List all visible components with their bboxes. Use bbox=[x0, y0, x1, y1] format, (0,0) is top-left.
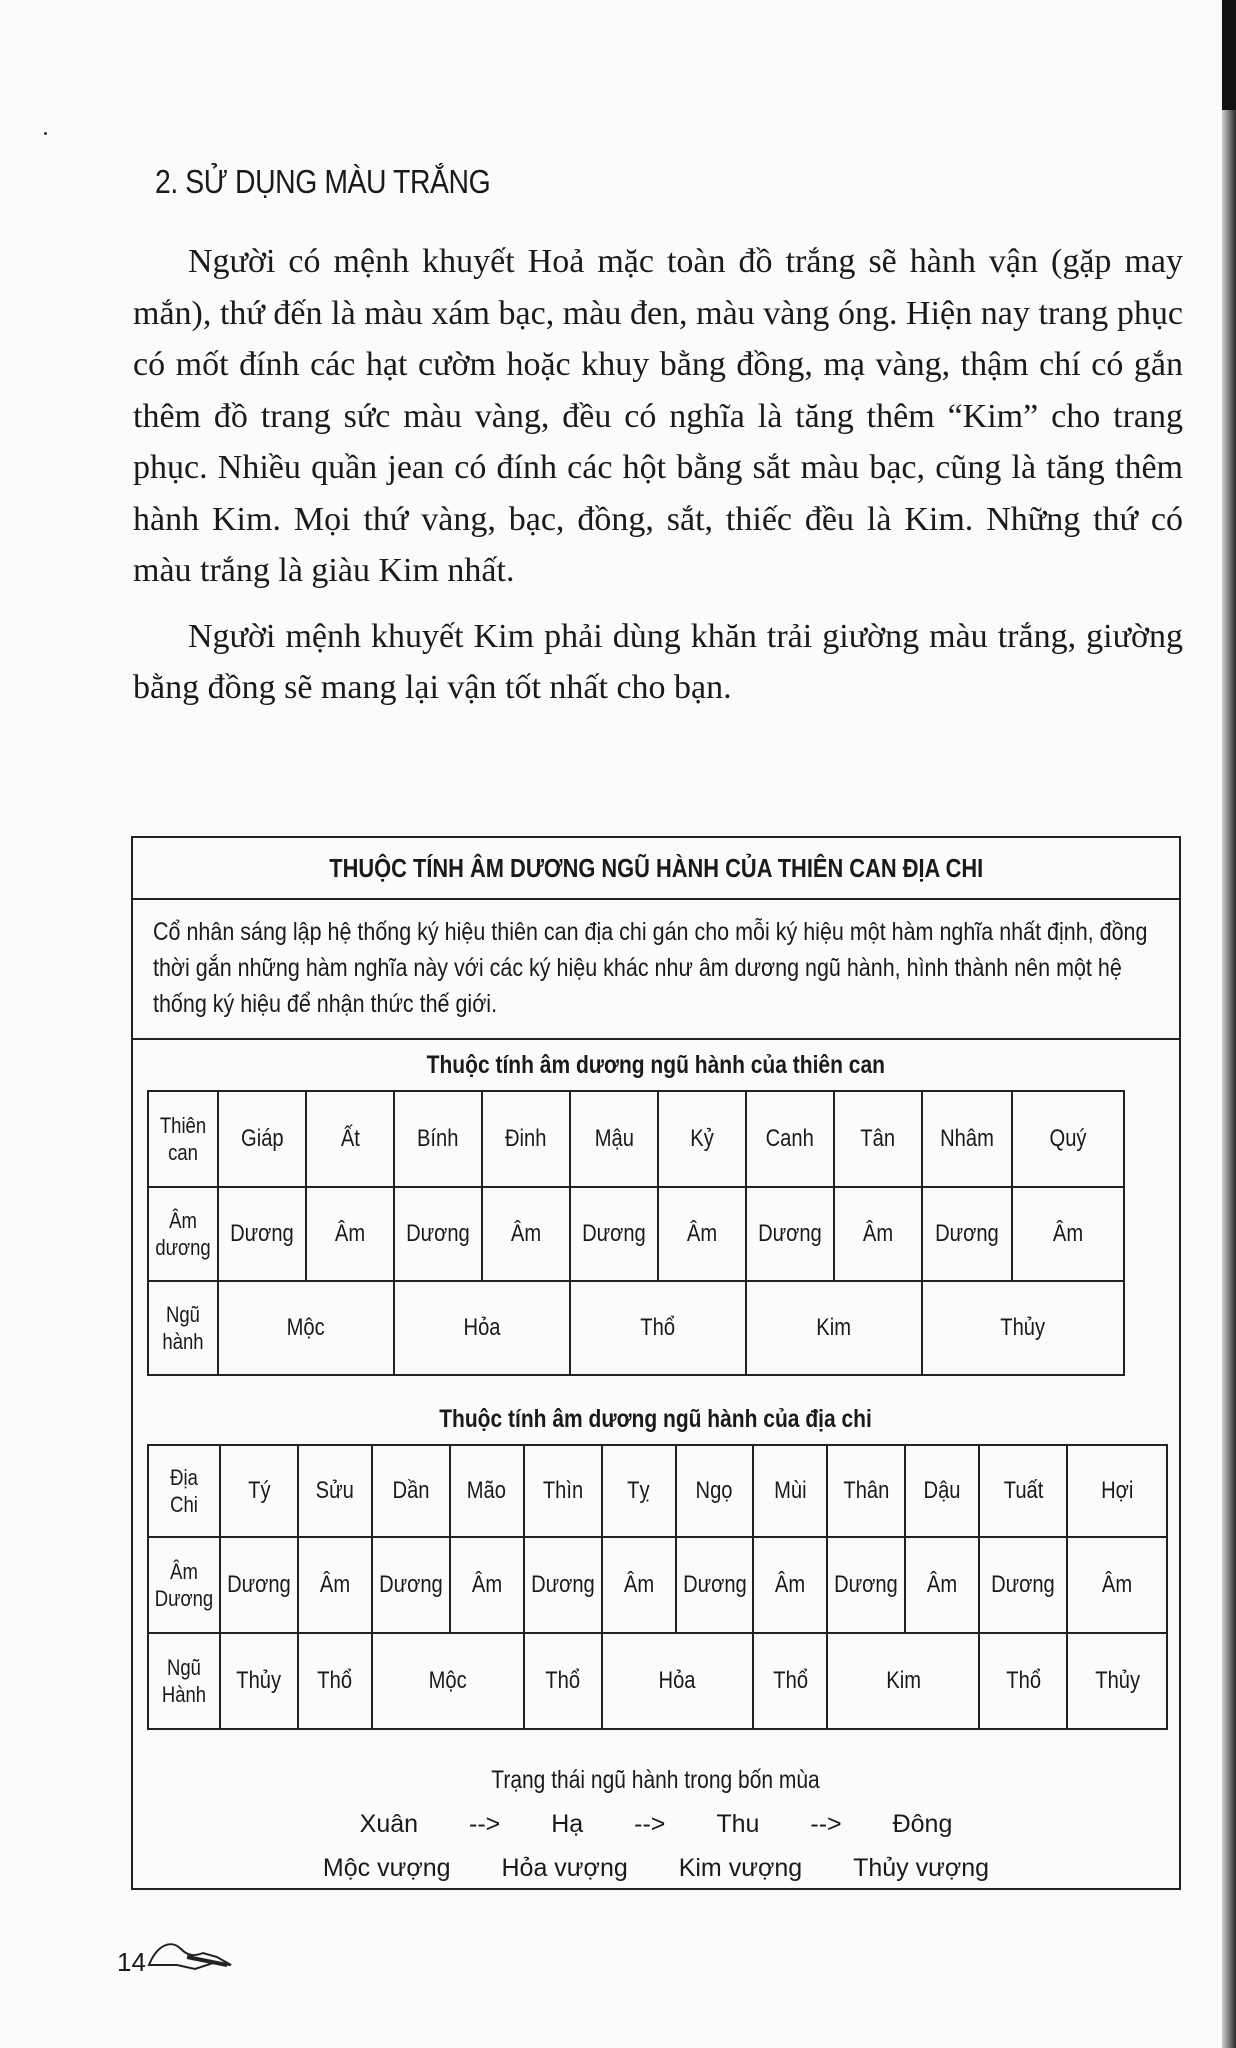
page-edge bbox=[1222, 0, 1236, 2048]
thien-can-table bbox=[147, 1090, 1125, 1376]
yinyang-cell: Dương bbox=[394, 1187, 482, 1281]
yinyang-cell: Âm bbox=[834, 1187, 922, 1281]
element-cell: Kim bbox=[746, 1281, 922, 1375]
element-cell: Thổ bbox=[298, 1633, 372, 1729]
row-header: Âm Dương bbox=[148, 1537, 220, 1633]
section-heading: 2. SỬ DỤNG MÀU TRẮNG bbox=[155, 163, 491, 200]
arrow-text: --> bbox=[810, 1810, 842, 1838]
row-header: Ngũ Hành bbox=[148, 1633, 220, 1729]
row-header: Ngũ hành bbox=[148, 1281, 218, 1375]
dia-chi-caption: Thuộc tính âm dương ngũ hành của địa chi bbox=[439, 1405, 873, 1433]
row-header: Âm dương bbox=[148, 1187, 218, 1281]
stem-cell: Tân bbox=[834, 1091, 922, 1187]
paragraph-1: Người có mệnh khuyết Hoả mặc toàn đồ trắng sẽ hành vận (gặp may mắn), thứ đến là màu xám bạc, màu đen, màu vàng óng. Hiện nay trang phục có mốt đính các hạt cườm hoặc khuy bằng đồng, mạ vàng, thậm chí có gắn thêm đồ trang sức màu vàng, đều có nghĩa là tăng thêm “Kim” cho trang phục. Nhiều quần jean có đính các hột bằng sắt màu bạc, cũng là tăng thêm hành Kim. Mọi thứ vàng, bạc, đồng, sắt, thiếc đều là Kim. Những thứ có màu trắng là giàu Kim nhất. bbox=[133, 243, 1183, 589]
branch-cell: Mão bbox=[450, 1445, 524, 1537]
yinyang-cell: Dương bbox=[218, 1187, 306, 1281]
yinyang-cell: Âm bbox=[1012, 1187, 1124, 1281]
row-header: Địa Chi bbox=[148, 1445, 220, 1537]
table-row bbox=[148, 1537, 1167, 1633]
element-cell: Hỏa bbox=[602, 1633, 754, 1729]
season-label: Thu bbox=[716, 1810, 760, 1838]
season-label: Xuân bbox=[359, 1810, 419, 1838]
element-cell: Thổ bbox=[570, 1281, 746, 1375]
stem-cell: Canh bbox=[746, 1091, 834, 1187]
stem-cell: Ất bbox=[306, 1091, 394, 1187]
branch-cell: Mùi bbox=[753, 1445, 827, 1537]
yinyang-cell: Dương bbox=[524, 1537, 602, 1633]
branch-cell: Thìn bbox=[524, 1445, 602, 1537]
yinyang-cell: Âm bbox=[658, 1187, 746, 1281]
yinyang-cell: Dương bbox=[372, 1537, 450, 1633]
stem-cell: Nhâm bbox=[922, 1091, 1012, 1187]
element-cell: Mộc bbox=[218, 1281, 394, 1375]
season-label: Đông bbox=[892, 1810, 953, 1838]
element-cell: Thổ bbox=[753, 1633, 827, 1729]
table-row bbox=[148, 1633, 1167, 1729]
branch-cell: Dần bbox=[372, 1445, 450, 1537]
yinyang-cell: Âm bbox=[306, 1187, 394, 1281]
yinyang-cell: Âm bbox=[1067, 1537, 1167, 1633]
stem-cell: Quý bbox=[1012, 1091, 1124, 1187]
state-label: Mộc vượng bbox=[322, 1854, 451, 1882]
table-row bbox=[148, 1187, 1124, 1281]
seasons-flow bbox=[133, 1802, 1179, 1846]
yinyang-cell: Dương bbox=[570, 1187, 658, 1281]
paragraph-2: Người mệnh khuyết Kim phải dùng khăn trải giường màu trắng, giường bằng đồng sẽ mang lại vận tốt nhất cho bạn. bbox=[133, 617, 1183, 706]
stem-cell: Giáp bbox=[218, 1091, 306, 1187]
yinyang-cell: Dương bbox=[922, 1187, 1012, 1281]
branch-cell: Ngọ bbox=[676, 1445, 754, 1537]
element-cell: Thủy bbox=[220, 1633, 298, 1729]
box-title-text: THUỘC TÍNH ÂM DƯƠNG NGŨ HÀNH CỦA THIÊN CAN ĐỊA CHI bbox=[329, 852, 983, 883]
box-intro-text: Cổ nhân sáng lập hệ thống ký hiệu thiên can địa chi gán cho mỗi ký hiệu một hàm nghĩa nhất định, đồng thời gắn những hàm nghĩa này với các ký hiệu khác như âm dương ngũ hành, hình thành nên một hệ thống ký hiệu để nhận thức thế giới. bbox=[153, 918, 1148, 1018]
stem-cell: Kỷ bbox=[658, 1091, 746, 1187]
season-label: Hạ bbox=[551, 1810, 584, 1838]
branch-cell: Thân bbox=[827, 1445, 905, 1537]
table-row bbox=[148, 1445, 1167, 1537]
element-cell: Hỏa bbox=[394, 1281, 570, 1375]
element-cell: Thổ bbox=[979, 1633, 1067, 1729]
yinyang-cell: Âm bbox=[602, 1537, 676, 1633]
row-header: Thiên can bbox=[148, 1091, 218, 1187]
branch-cell: Tỵ bbox=[602, 1445, 676, 1537]
state-label: Hỏa vượng bbox=[501, 1854, 628, 1882]
page-ornament-icon bbox=[147, 1935, 237, 1975]
state-label: Kim vượng bbox=[678, 1854, 803, 1882]
branch-cell: Dậu bbox=[905, 1445, 979, 1537]
arrow-text: --> bbox=[469, 1810, 501, 1838]
state-label: Thủy vượng bbox=[853, 1854, 990, 1882]
yinyang-cell: Dương bbox=[220, 1537, 298, 1633]
arrow-text: --> bbox=[634, 1810, 666, 1838]
body-text bbox=[133, 236, 1183, 728]
branch-cell: Hợi bbox=[1067, 1445, 1167, 1537]
element-cell: Mộc bbox=[372, 1633, 524, 1729]
element-cell: Kim bbox=[827, 1633, 979, 1729]
thien-can-caption: Thuộc tính âm dương ngũ hành của thiên can bbox=[426, 1051, 886, 1079]
stem-cell: Bính bbox=[394, 1091, 482, 1187]
page-number: 14 bbox=[117, 1947, 146, 1977]
yinyang-cell: Âm bbox=[905, 1537, 979, 1633]
table-row bbox=[148, 1281, 1124, 1375]
element-cell: Thổ bbox=[524, 1633, 602, 1729]
box-intro bbox=[133, 900, 1179, 1040]
element-cell: Thủy bbox=[922, 1281, 1124, 1375]
yinyang-cell: Âm bbox=[753, 1537, 827, 1633]
table-row bbox=[148, 1091, 1124, 1187]
seasons-block bbox=[133, 1758, 1179, 1890]
seasons-states bbox=[133, 1846, 1179, 1890]
yinyang-cell: Dương bbox=[746, 1187, 834, 1281]
box-title bbox=[133, 838, 1179, 900]
branch-cell: Tuất bbox=[979, 1445, 1067, 1537]
yinyang-cell: Dương bbox=[676, 1537, 754, 1633]
yinyang-cell: Âm bbox=[482, 1187, 570, 1281]
branch-cell: Sửu bbox=[298, 1445, 372, 1537]
yinyang-cell: Dương bbox=[827, 1537, 905, 1633]
element-cell: Thủy bbox=[1067, 1633, 1167, 1729]
branch-cell: Tý bbox=[220, 1445, 298, 1537]
yinyang-cell: Dương bbox=[979, 1537, 1067, 1633]
page-edge-shadow bbox=[1222, 0, 1236, 110]
yinyang-cell: Âm bbox=[450, 1537, 524, 1633]
stem-cell: Đinh bbox=[482, 1091, 570, 1187]
stem-cell: Mậu bbox=[570, 1091, 658, 1187]
info-box bbox=[131, 836, 1181, 1890]
yinyang-cell: Âm bbox=[298, 1537, 372, 1633]
print-speck bbox=[44, 132, 47, 135]
seasons-caption: Trạng thái ngũ hành trong bốn mùa bbox=[491, 1766, 821, 1794]
dia-chi-table bbox=[147, 1444, 1168, 1730]
